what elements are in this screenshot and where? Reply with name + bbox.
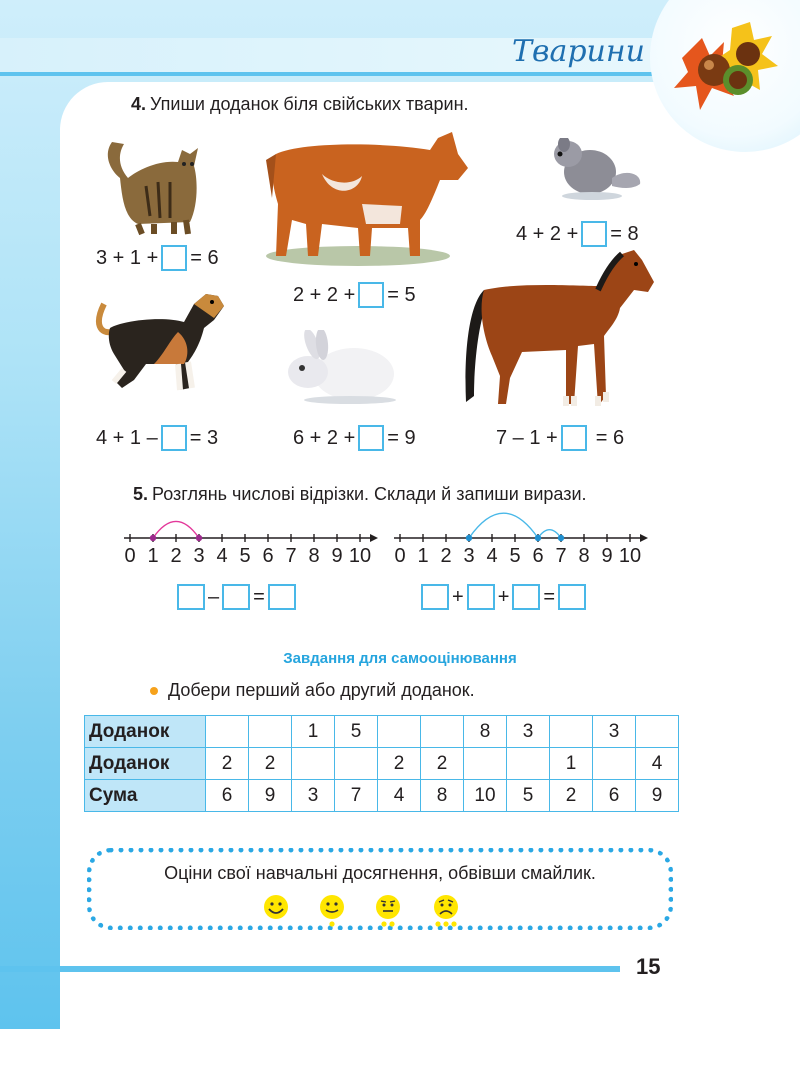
- tick-label: 2: [170, 545, 182, 567]
- equation-chinchilla: [516, 221, 639, 247]
- axis-arrow: [640, 534, 648, 542]
- equation-right: = 9: [387, 426, 416, 449]
- answer-box[interactable]: [421, 584, 449, 610]
- table-cell[interactable]: [593, 748, 636, 780]
- answer-box[interactable]: [358, 282, 384, 308]
- jump-arc: [469, 513, 538, 538]
- footer-rule: [0, 966, 620, 972]
- table-cell: 4: [636, 748, 679, 780]
- marked-point: [558, 535, 564, 541]
- chinchilla-image: [546, 138, 646, 202]
- equation-left: 2 + 2 +: [293, 283, 356, 306]
- table-cell: 3: [507, 716, 550, 748]
- table-cell: 5: [507, 780, 550, 812]
- smile-face-icon[interactable]: [318, 893, 346, 927]
- tick-label: 4: [486, 545, 498, 567]
- task5-instruction: Розглянь числові відрізки. Склади й запиши вирази.: [152, 484, 587, 504]
- answer-box[interactable]: [268, 584, 296, 610]
- tick-label: 3: [193, 545, 205, 567]
- equation-left: 3 + 1 +: [96, 246, 159, 269]
- answer-box[interactable]: [177, 584, 205, 610]
- instruction-text: Добери перший або другий доданок.: [168, 680, 475, 700]
- equation-dog: [96, 425, 218, 451]
- tick-label: 9: [331, 545, 343, 567]
- table-cell[interactable]: [378, 716, 421, 748]
- table-cell: 3: [292, 780, 335, 812]
- number-line-1: [120, 512, 380, 568]
- marked-point: [196, 535, 202, 541]
- table-cell: 6: [593, 780, 636, 812]
- table-cell: 2: [421, 748, 464, 780]
- table-cell[interactable]: [335, 748, 378, 780]
- equation-cow: [293, 282, 416, 308]
- tick-label: 3: [463, 545, 475, 567]
- row-header: Доданок: [85, 716, 206, 748]
- answer-box[interactable]: [558, 584, 586, 610]
- chapter-title: Тварини: [512, 34, 645, 69]
- tick-label: 0: [394, 545, 406, 567]
- rabbit-image: [284, 330, 404, 406]
- task5-heading: [133, 484, 587, 505]
- bullet-dot: [150, 687, 158, 695]
- cow-image: [262, 124, 474, 270]
- tick-label: 5: [239, 545, 251, 567]
- equation-horse: [496, 425, 624, 451]
- table-row: [85, 748, 679, 780]
- self-assessment-title: Завдання для самооцінювання: [283, 650, 517, 667]
- dog-image: [94, 284, 226, 400]
- table-cell: 9: [636, 780, 679, 812]
- tick-label: 9: [601, 545, 613, 567]
- cat-image: [98, 126, 208, 236]
- tick-label: 5: [509, 545, 521, 567]
- task5-number: 5.: [133, 484, 149, 504]
- table-cell: 7: [335, 780, 378, 812]
- marked-point: [150, 535, 156, 541]
- task4-instruction: Упиши доданок біля свійських тварин.: [150, 94, 469, 114]
- equation-left: 6 + 2 +: [293, 426, 356, 449]
- equation-cat: [96, 245, 219, 271]
- answer-box[interactable]: [161, 425, 187, 451]
- page-number: 15: [636, 954, 661, 979]
- table-cell: 6: [206, 780, 249, 812]
- operator-minus: –: [208, 585, 220, 608]
- equation-right: = 8: [610, 222, 639, 245]
- assessment-prompt: Оціни свої навчальні досягнення, обвівши смайлик.: [164, 863, 596, 883]
- number-line-2: [390, 512, 650, 568]
- answer-box[interactable]: [222, 584, 250, 610]
- operator-equals: =: [253, 585, 265, 608]
- tick-label: 6: [532, 545, 544, 567]
- tick-label: 8: [578, 545, 590, 567]
- table-cell: 2: [550, 780, 593, 812]
- expression-1: [174, 584, 299, 610]
- table-cell: 2: [206, 748, 249, 780]
- table-row: [85, 716, 679, 748]
- table-cell[interactable]: [421, 716, 464, 748]
- table-cell[interactable]: [636, 716, 679, 748]
- expression-2: [418, 584, 589, 610]
- header-rule: [0, 72, 700, 76]
- table-cell: 5: [335, 716, 378, 748]
- self-assessment-box: [87, 848, 673, 930]
- table-cell: 3: [593, 716, 636, 748]
- tick-label: 6: [262, 545, 274, 567]
- tick-label: 7: [555, 545, 567, 567]
- table-cell: 9: [249, 780, 292, 812]
- equation-right: = 6: [190, 246, 219, 269]
- tick-label: 2: [440, 545, 452, 567]
- tick-label: 1: [417, 545, 429, 567]
- task4-number: 4.: [131, 94, 147, 114]
- task4-heading: [131, 94, 469, 115]
- equation-right: = 3: [189, 426, 219, 449]
- table-cell: 8: [464, 716, 507, 748]
- table-cell[interactable]: [292, 748, 335, 780]
- sad-face-icon[interactable]: [430, 893, 462, 927]
- table-cell[interactable]: [206, 716, 249, 748]
- tick-label: 1: [147, 545, 159, 567]
- axis-arrow: [370, 534, 378, 542]
- answer-box[interactable]: [467, 584, 495, 610]
- self-assessment-instruction: [150, 680, 475, 701]
- answer-box[interactable]: [512, 584, 540, 610]
- tick-label: 10: [348, 545, 372, 567]
- table-cell[interactable]: [507, 748, 550, 780]
- marked-point: [466, 535, 472, 541]
- autumn-leaves-chestnuts-icon: [662, 18, 782, 118]
- happy-face-icon[interactable]: [262, 893, 290, 927]
- answer-box[interactable]: [358, 425, 384, 451]
- table-cell: 4: [378, 780, 421, 812]
- equation-left: 4 + 2 +: [516, 222, 579, 245]
- marked-point: [535, 535, 541, 541]
- operator-plus: +: [497, 585, 510, 608]
- tick-label: 0: [124, 545, 136, 567]
- horse-image: [458, 246, 658, 412]
- equation-left: 7 – 1 +: [496, 426, 558, 449]
- equation-right: = 5: [387, 283, 416, 306]
- operator-equals: =: [543, 585, 556, 608]
- equation-rabbit: [293, 425, 416, 451]
- table-row: [85, 780, 679, 812]
- operator-plus: +: [452, 585, 464, 608]
- tick-label: 4: [216, 545, 228, 567]
- tick-label: 7: [285, 545, 297, 567]
- answer-box[interactable]: [581, 221, 607, 247]
- table-cell: 1: [550, 748, 593, 780]
- table-cell: 1: [292, 716, 335, 748]
- tick-label: 10: [618, 545, 642, 567]
- equation-right: = 6: [595, 426, 625, 449]
- table-cell: 2: [249, 748, 292, 780]
- equation-left: 4 + 1 –: [96, 426, 158, 449]
- answer-box[interactable]: [561, 425, 587, 451]
- jump-arc: [538, 530, 561, 538]
- table-cell: 10: [464, 780, 507, 812]
- table-cell: 8: [421, 780, 464, 812]
- row-header: Сума: [85, 780, 206, 812]
- answer-box[interactable]: [161, 245, 187, 271]
- table-cell: 2: [378, 748, 421, 780]
- table-cell[interactable]: [550, 716, 593, 748]
- tick-label: 8: [308, 545, 320, 567]
- addends-table: [84, 715, 679, 812]
- row-header: Доданок: [85, 748, 206, 780]
- table-cell[interactable]: [249, 716, 292, 748]
- neutral-face-icon[interactable]: [374, 893, 402, 927]
- table-cell[interactable]: [464, 748, 507, 780]
